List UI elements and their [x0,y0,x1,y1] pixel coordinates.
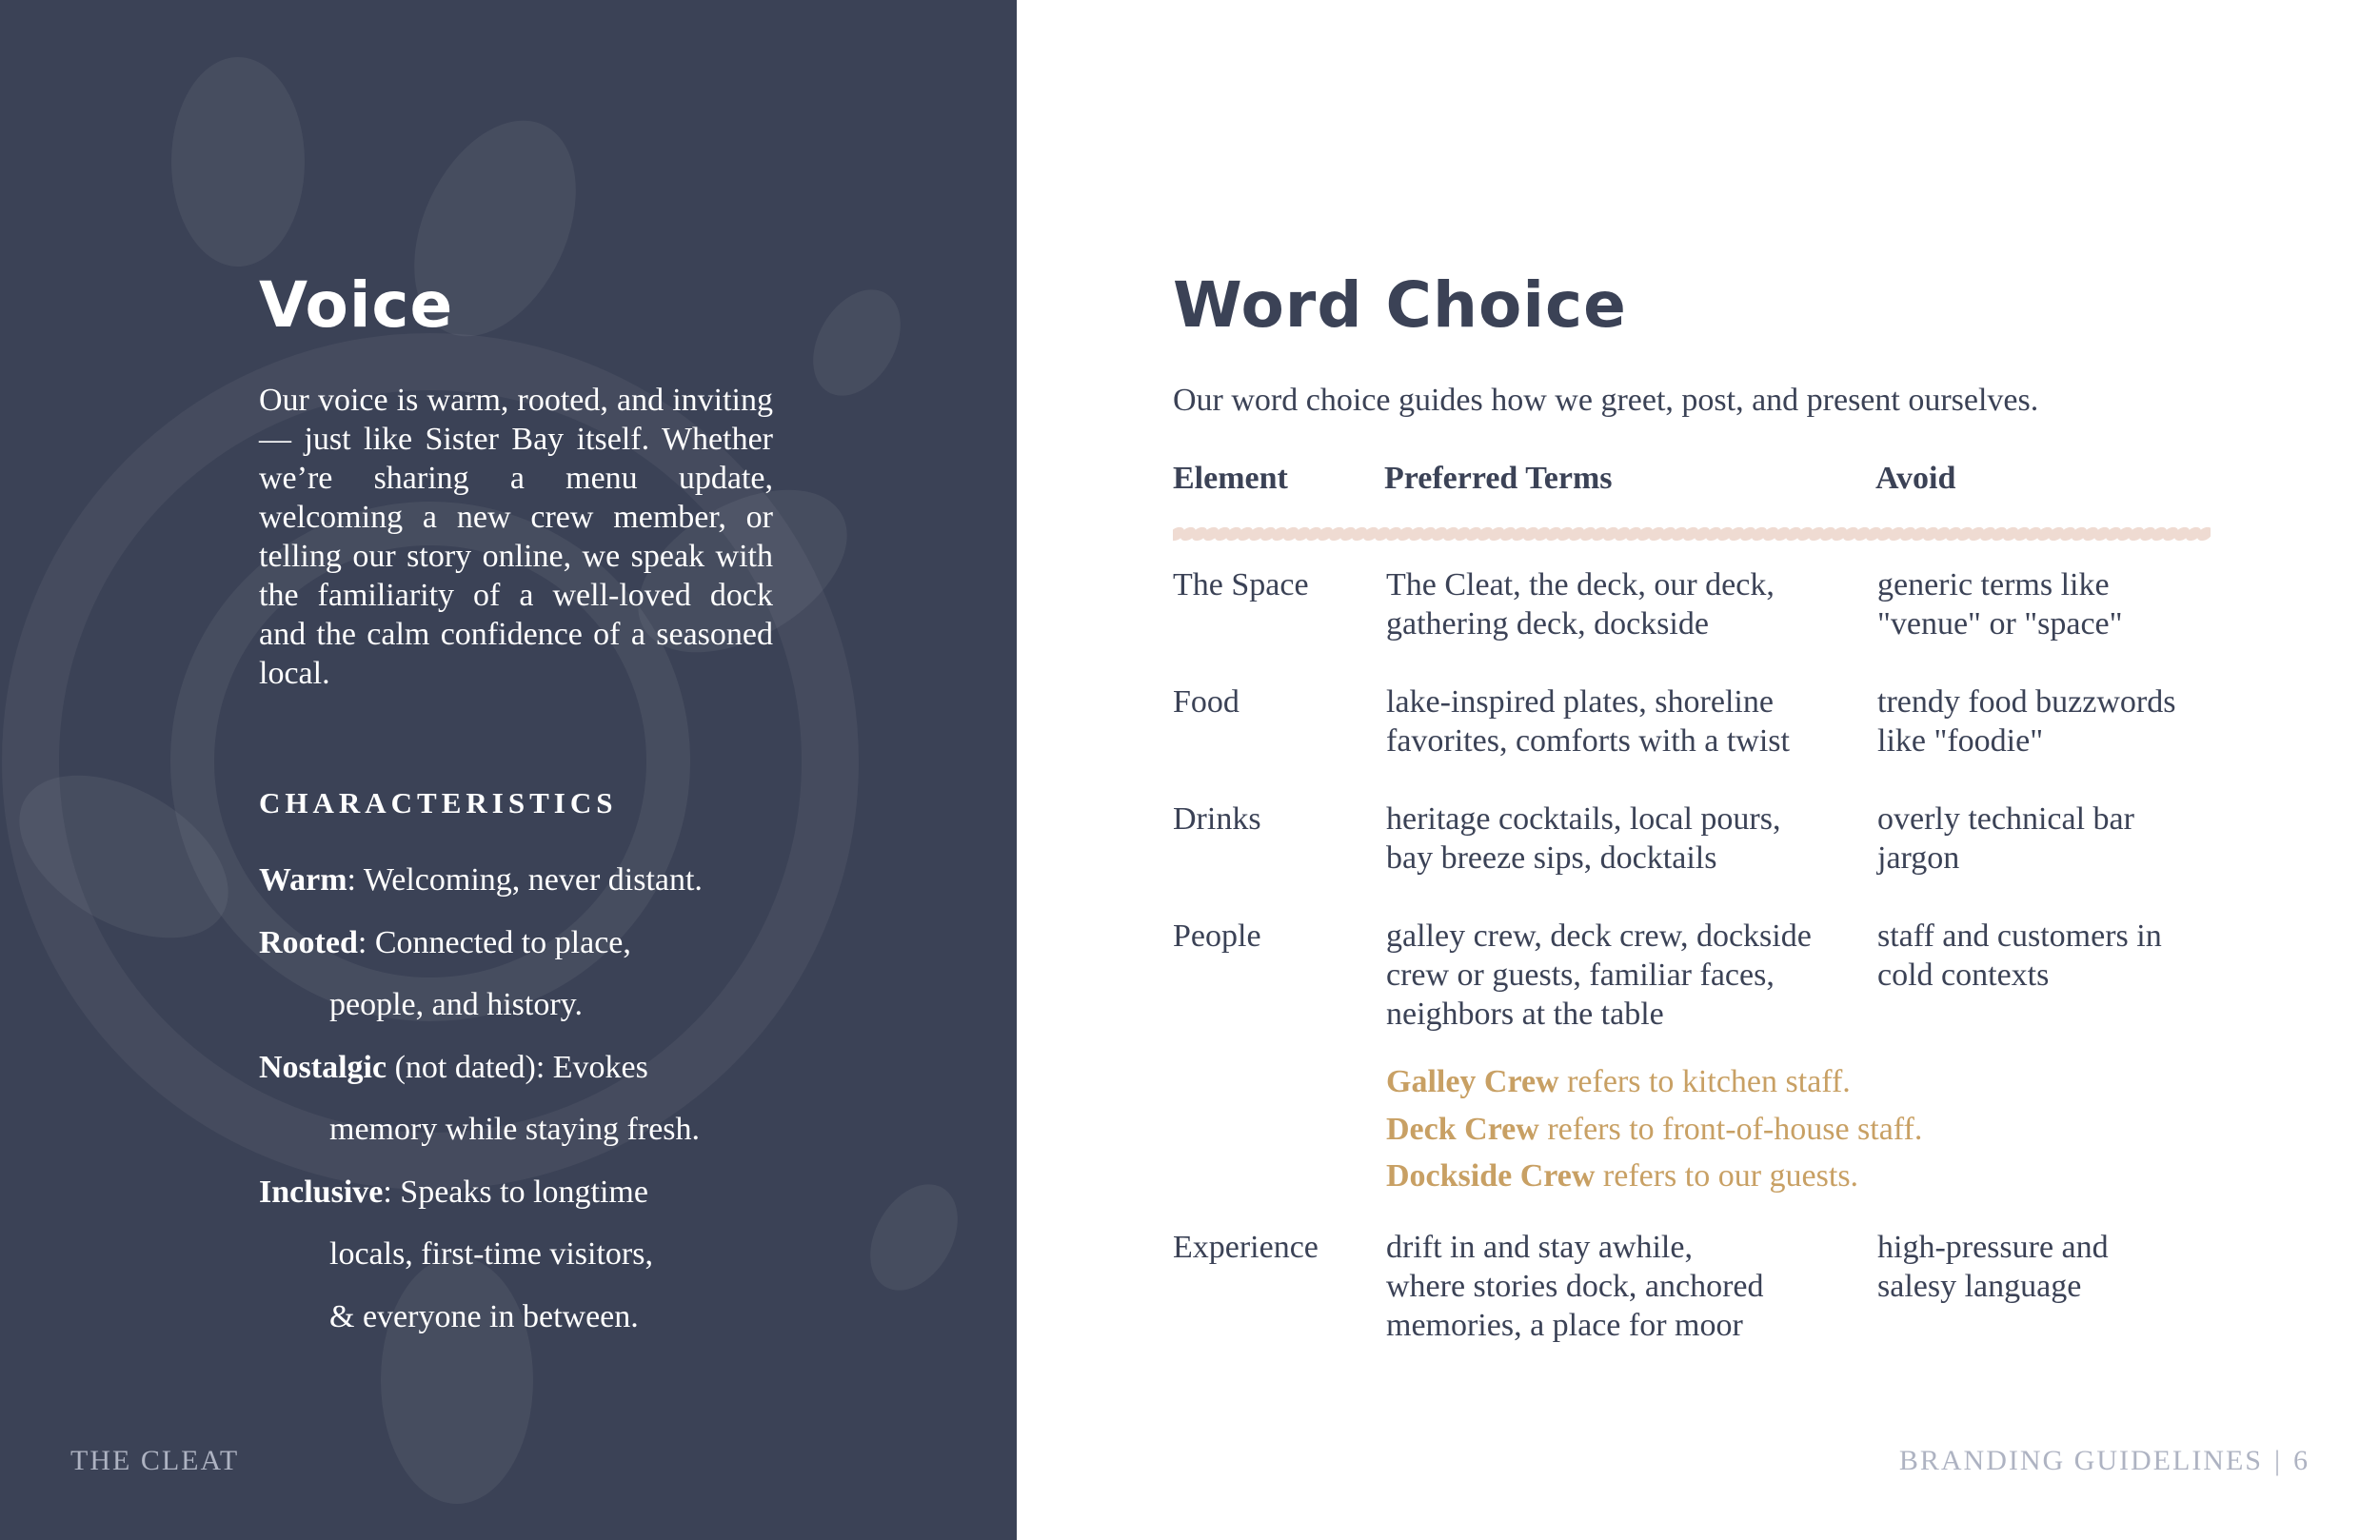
row-avoid-terms [1877,800,2220,878]
characteristics-heading: CHARACTERISTICS [259,786,618,819]
characteristic-term: Nostalgic [259,1049,387,1085]
crew-notes [1386,1058,1922,1200]
avoid-line: generic terms like [1877,567,2110,602]
avoid-line: high-pressure and [1877,1230,2109,1265]
word-choice-intro: Our word choice guides how we greet, post, and present ourselves. [1173,383,2039,418]
characteristic-term: Warm [259,862,347,898]
row-element: Experience [1173,1230,1319,1265]
preferred-line: lake-inspired plates, shoreline [1386,684,1774,720]
row-avoid-terms [1877,1228,2220,1306]
footer-label: BRANDING GUIDELINES [1898,1445,2263,1476]
characteristic-term: Rooted [259,924,358,960]
avoid-line: cold contexts [1877,958,2050,993]
preferred-line: favorites, comforts with a twist [1386,723,1790,759]
note-text: refers to kitchen staff. [1558,1064,1851,1099]
preferred-line: The Cleat, the deck, our deck, [1386,567,1775,602]
note-term: Deck Crew [1386,1111,1539,1147]
characteristic-text: : Connected to place, [357,924,631,960]
row-element: Drinks [1173,801,1261,837]
voice-panel [0,0,1017,1540]
preferred-line: where stories dock, anchored [1386,1269,1764,1304]
preferred-line: crew or guests, familiar faces, [1386,958,1775,993]
characteristic-text: & everyone in between. [329,1298,639,1334]
row-preferred-terms [1386,565,1862,643]
characteristic-rooted [259,912,849,1037]
row-element: People [1173,918,1261,954]
characteristic-text: memory while staying fresh. [329,1112,701,1147]
characteristic-text: locals, first-time visitors, [329,1236,653,1272]
row-element: The Space [1173,567,1309,602]
row-avoid-terms [1877,917,2220,995]
voice-description: Our voice is warm, rooted, and inviting — just like Sister Bay itself. Whether we’re sharing a menu update, welcoming a new crew member, or telling our story online, we speak with the familiarity of a well-loved dock and the calm confidence of a seasoned local. [259,383,773,691]
preferred-line: heritage cocktails, local pours, [1386,801,1781,837]
characteristic-text: people, and history. [329,987,583,1022]
row-preferred-terms [1386,682,1862,760]
footer-brand-name: THE CLEAT [70,1445,240,1476]
column-header-element: Element [1173,461,1288,496]
note-dockside-crew [1386,1153,1922,1200]
row-preferred-terms [1386,917,1862,1034]
preferred-line: bay breeze sips, docktails [1386,840,1717,876]
note-term: Dockside Crew [1386,1158,1596,1194]
characteristic-warm [259,849,849,912]
characteristic-term: Inclusive [259,1174,384,1210]
note-text: refers to front-of-house staff. [1538,1111,1923,1147]
row-avoid-terms [1877,682,2220,760]
characteristic-nostalgic [259,1037,849,1161]
avoid-line: jargon [1877,840,1960,876]
row-preferred-terms [1386,1228,1862,1345]
characteristics-list [259,849,849,1348]
note-galley-crew [1386,1058,1922,1106]
footer-separator: | [2273,1445,2282,1476]
avoid-line: trendy food buzzwords [1877,684,2176,720]
preferred-line: drift in and stay awhile, [1386,1230,1693,1265]
preferred-line: memories, a place for moor [1386,1308,1743,1343]
characteristic-text: : Welcoming, never distant. [347,862,703,898]
characteristic-text: (not dated): Evokes [387,1049,648,1085]
preferred-line: neighbors at the table [1386,997,1664,1032]
row-element: Food [1173,684,1240,720]
rope-divider [1173,522,2211,546]
row-avoid-terms [1877,565,2220,643]
characteristic-text: : Speaks to longtime [383,1174,648,1210]
avoid-line: "venue" or "space" [1877,606,2123,642]
page-number: 6 [2293,1445,2310,1476]
voice-title: Voice [259,268,454,342]
avoid-line: salesy language [1877,1269,2082,1304]
characteristic-inclusive [259,1161,849,1349]
column-header-preferred: Preferred Terms [1384,461,1613,496]
footer-guidelines [1899,1445,2310,1477]
preferred-line: galley crew, deck crew, dockside [1386,918,1812,954]
note-deck-crew [1386,1106,1922,1154]
avoid-line: overly technical bar [1877,801,2134,837]
avoid-line: staff and customers in [1877,918,2162,954]
note-term: Galley Crew [1386,1064,1559,1099]
column-header-avoid: Avoid [1875,461,1956,496]
preferred-line: gathering deck, dockside [1386,606,1709,642]
word-choice-title: Word Choice [1173,268,1627,342]
row-preferred-terms [1386,800,1862,878]
note-text: refers to our guests. [1595,1158,1859,1194]
avoid-line: like "foodie" [1877,723,2044,759]
